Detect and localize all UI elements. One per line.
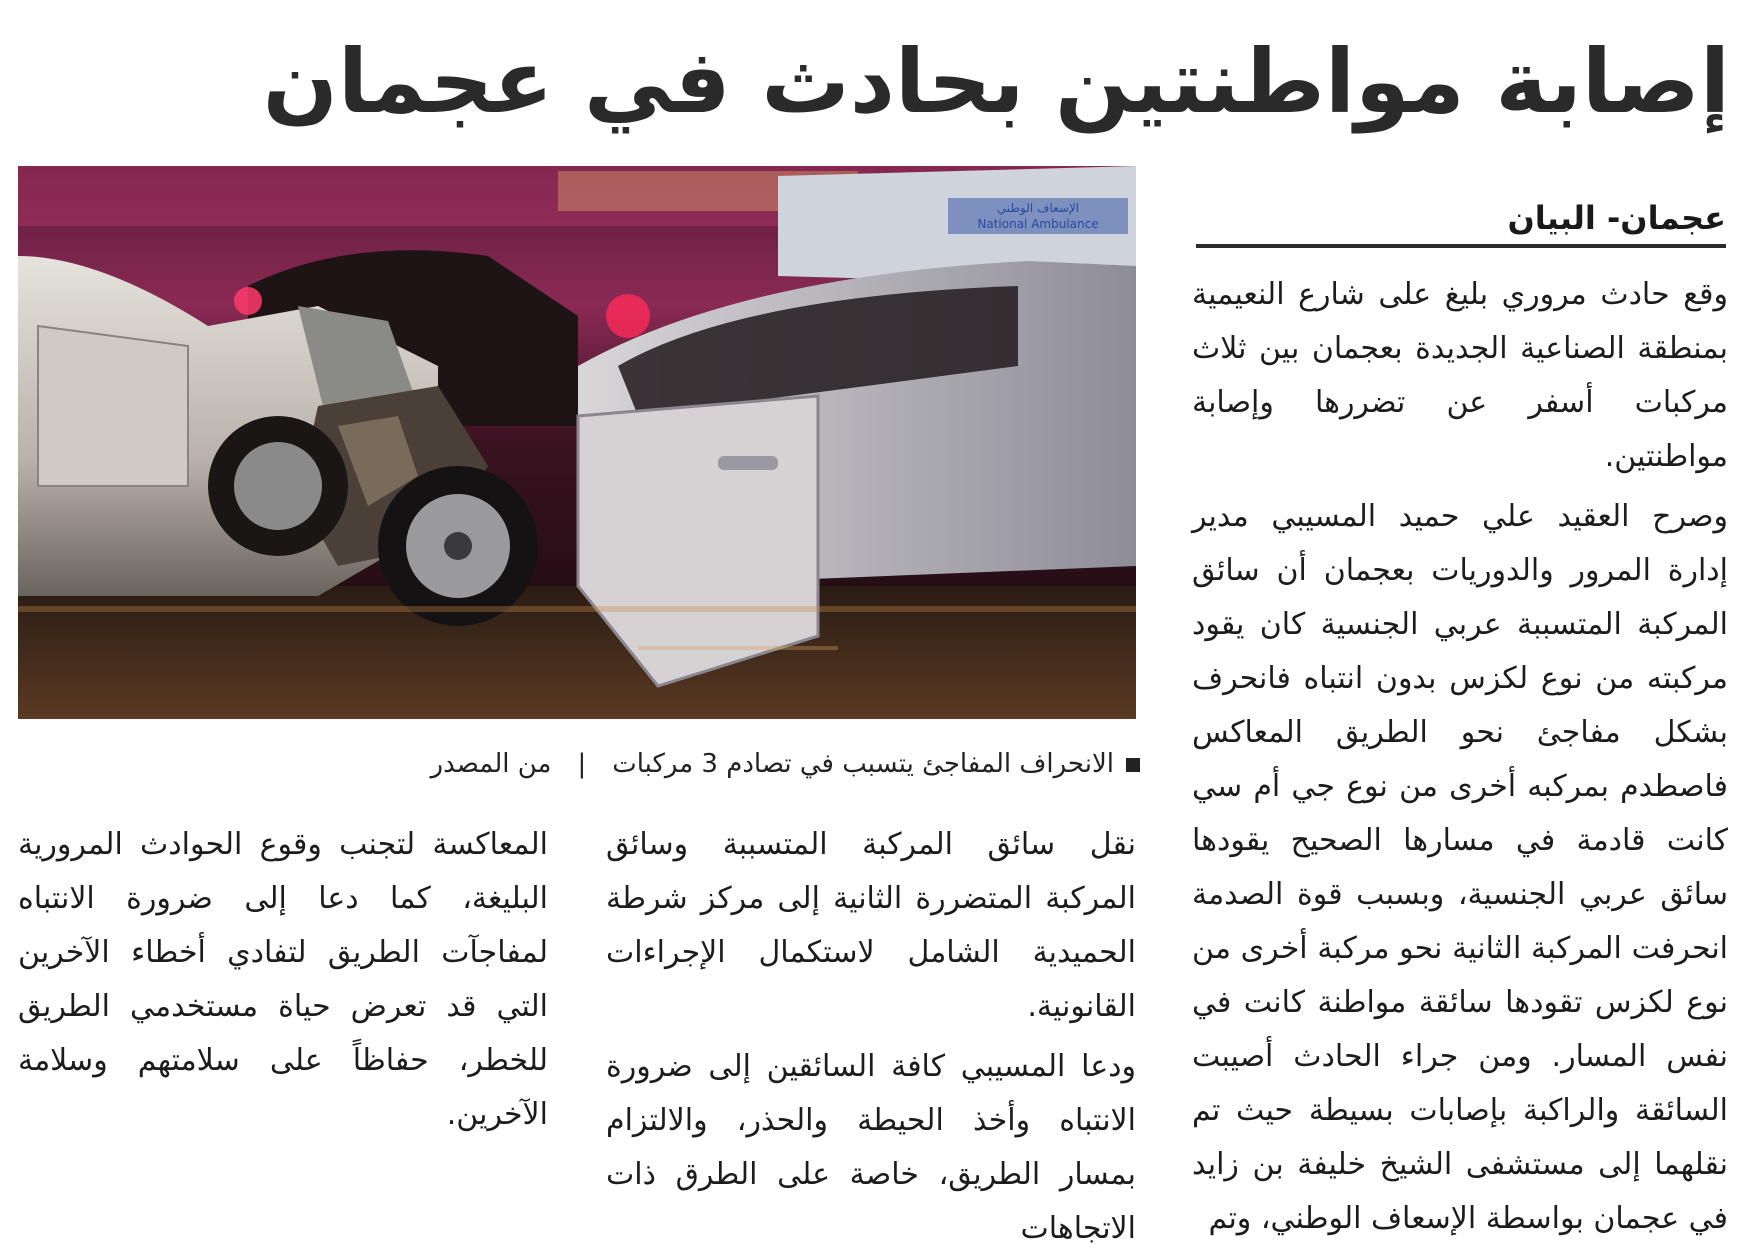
byline-divider bbox=[1196, 244, 1726, 248]
paragraph: نقل سائق المركبة المتسببة وسائق المركبة المتضررة الثانية إلى مركز شرطة الحميدية الشامل لاستكمال الإجراءات القانونية. bbox=[606, 827, 1136, 1024]
photo-credit: من المصدر bbox=[430, 749, 552, 779]
paragraph: المعاكسة لتجنب وقوع الحوادث المرورية البليغة، كما دعا إلى ضرورة الانتباه لمفاجآت الطريق لتفادي أخطاء الآخرين التي قد تعرض حياة مستخدمي الطريق للخطر، حفاظاً على سلامتهم وسلامة الآخرين. bbox=[18, 827, 548, 1132]
article-column-middle bbox=[606, 818, 1136, 1246]
article-column-right bbox=[1192, 268, 1728, 1236]
accident-photo bbox=[18, 166, 1136, 719]
paragraph: ودعا المسيبي كافة السائقين إلى ضرورة الانتباه وأخذ الحيطة والحذر، والالتزام بمسار الطريق، خاصة على الطرق ذات الاتجاهات bbox=[606, 1049, 1136, 1246]
caption-text: الانحراف المفاجئ يتسبب في تصادم 3 مركبات bbox=[612, 749, 1114, 779]
car-crash-photo-icon bbox=[18, 166, 1136, 719]
article-column-left bbox=[18, 818, 548, 1208]
caption-bullet-icon bbox=[1126, 758, 1140, 772]
paragraph: وقع حادث مروري بليغ على شارع النعيمية بمنطقة الصناعية الجديدة بعجمان بين ثلاث مركبات أسفر عن تضررها وإصابة مواطنتين. bbox=[1192, 277, 1728, 474]
ambulance-label-ar: الإسعاف الوطني bbox=[996, 201, 1080, 215]
ambulance-label-en: National Ambulance bbox=[977, 217, 1099, 231]
article-byline: عجمان- البيان bbox=[1507, 199, 1726, 237]
caption-separator: | bbox=[577, 749, 587, 779]
article-headline: إصابة مواطنتين بحادث في عجمان bbox=[262, 30, 1730, 133]
paragraph: وصرح العقيد علي حميد المسيبي مدير إدارة المرور والدوريات بعجمان أن سائق المركبة المتسببة عربي الجنسية كان يقود مركبته من نوع لكزس بدون انتباه فانحرف بشكل مفاجئ نحو الطريق المعاكس فاصطدم بمركبه أخرى من نوع جي أم سي كانت قادمة في مسارها الصحيح يقودها سائق عربي الجنسية، وبسبب قوة الصدمة انحرفت المركبة الثانية نحو مركبة أخرى من نوع لكزس تقودها سائقة مواطنة كانت في نفس المسار. ومن جراء الحادث أصيبت السائقة والراكبة بإصابات بسيطة حيث تم نقلهما إلى مستشفى الشيخ خليفة بن زايد في عجمان بواسطة الإسعاف الوطني، وتم bbox=[1192, 499, 1728, 1236]
photo-caption bbox=[240, 742, 1140, 786]
